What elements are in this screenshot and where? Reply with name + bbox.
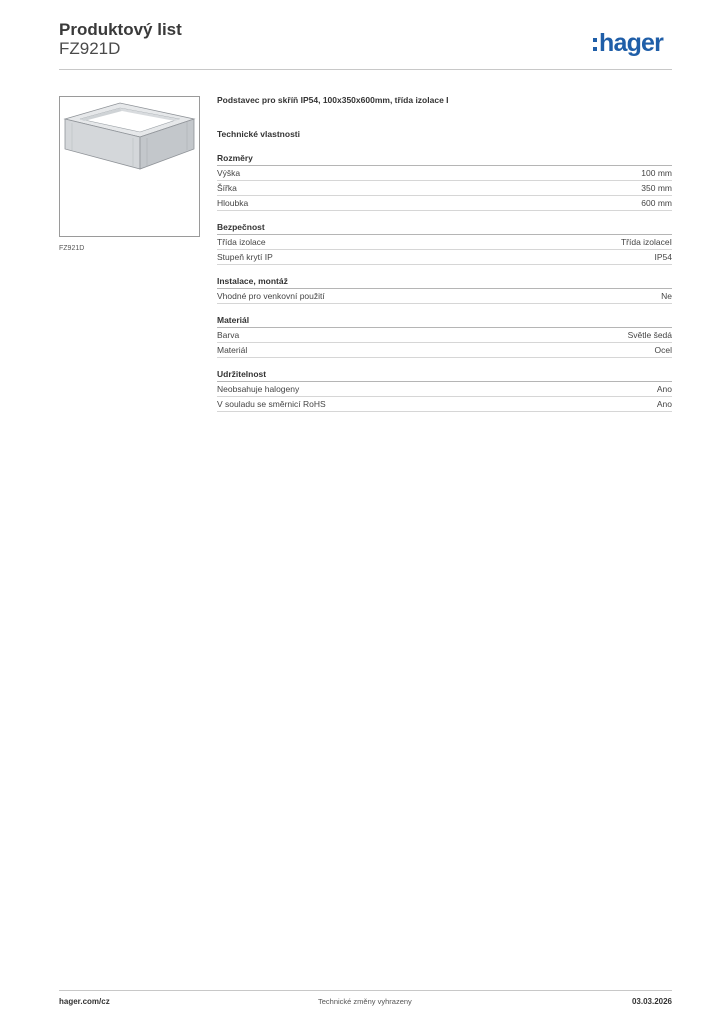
product-details [217, 95, 672, 423]
row-value: IP54 [654, 252, 672, 262]
row-label: Materiál [217, 345, 248, 355]
group-installation [217, 276, 672, 304]
product-description: Podstavec pro skříň IP54, 100x350x600mm, třída izolace I [217, 95, 449, 105]
table-row [217, 235, 672, 250]
row-value: Ano [656, 384, 672, 394]
row-label: Neobsahuje halogeny [217, 384, 300, 394]
header-divider [59, 69, 672, 70]
table-row [217, 166, 672, 181]
row-value: 600 mm [641, 198, 672, 208]
row-label: Vhodné pro venkovní použití [217, 291, 325, 301]
group-material [217, 315, 672, 358]
footer-notice: Technické změny vyhrazeny [318, 997, 412, 1006]
footer-date: 03.03.2026 [631, 997, 672, 1006]
footer-website-link[interactable]: hager.com/cz [59, 997, 110, 1006]
group-title: Bezpečnost [217, 222, 672, 235]
row-label: Barva [217, 330, 240, 340]
table-row [217, 250, 672, 265]
group-title: Udržitelnost [217, 369, 672, 382]
page-title: Produktový list [59, 20, 182, 39]
table-row [217, 397, 672, 412]
image-caption: FZ921D [59, 245, 85, 252]
row-label: Stupeň krytí IP [217, 252, 273, 262]
table-row [217, 343, 672, 358]
row-label: Šířka [217, 183, 237, 193]
group-dimensions [217, 153, 672, 211]
table-row [217, 181, 672, 196]
row-value: 350 mm [641, 183, 672, 193]
group-title: Materiál [217, 315, 672, 328]
row-value: Ocel [654, 345, 672, 355]
product-code: FZ921D [59, 39, 121, 58]
row-value: Světle šedá [627, 330, 672, 340]
row-label: Třída izolace [217, 237, 266, 247]
row-value: Třída izolaceI [620, 237, 672, 247]
row-value: Ano [656, 399, 672, 409]
row-value: 100 mm [641, 168, 672, 178]
group-title: Rozměry [217, 153, 672, 166]
group-sustainability [217, 369, 672, 412]
product-image [59, 96, 200, 237]
table-row [217, 196, 672, 211]
footer-divider [59, 990, 672, 991]
table-row [217, 289, 672, 304]
logo-text: hager [599, 29, 664, 57]
row-label: Hloubka [217, 198, 249, 208]
group-safety [217, 222, 672, 265]
logo-dots-icon [593, 38, 597, 51]
row-label: Výška [217, 168, 241, 178]
technical-heading: Technické vlastnosti [217, 129, 300, 139]
group-title: Instalace, montáž [217, 276, 672, 289]
row-value: Ne [661, 291, 672, 301]
row-label: V souladu se směrnicí RoHS [217, 399, 326, 409]
hager-logo [593, 28, 663, 58]
table-row [217, 382, 672, 397]
table-row [217, 328, 672, 343]
plinth-illustration [60, 97, 199, 236]
